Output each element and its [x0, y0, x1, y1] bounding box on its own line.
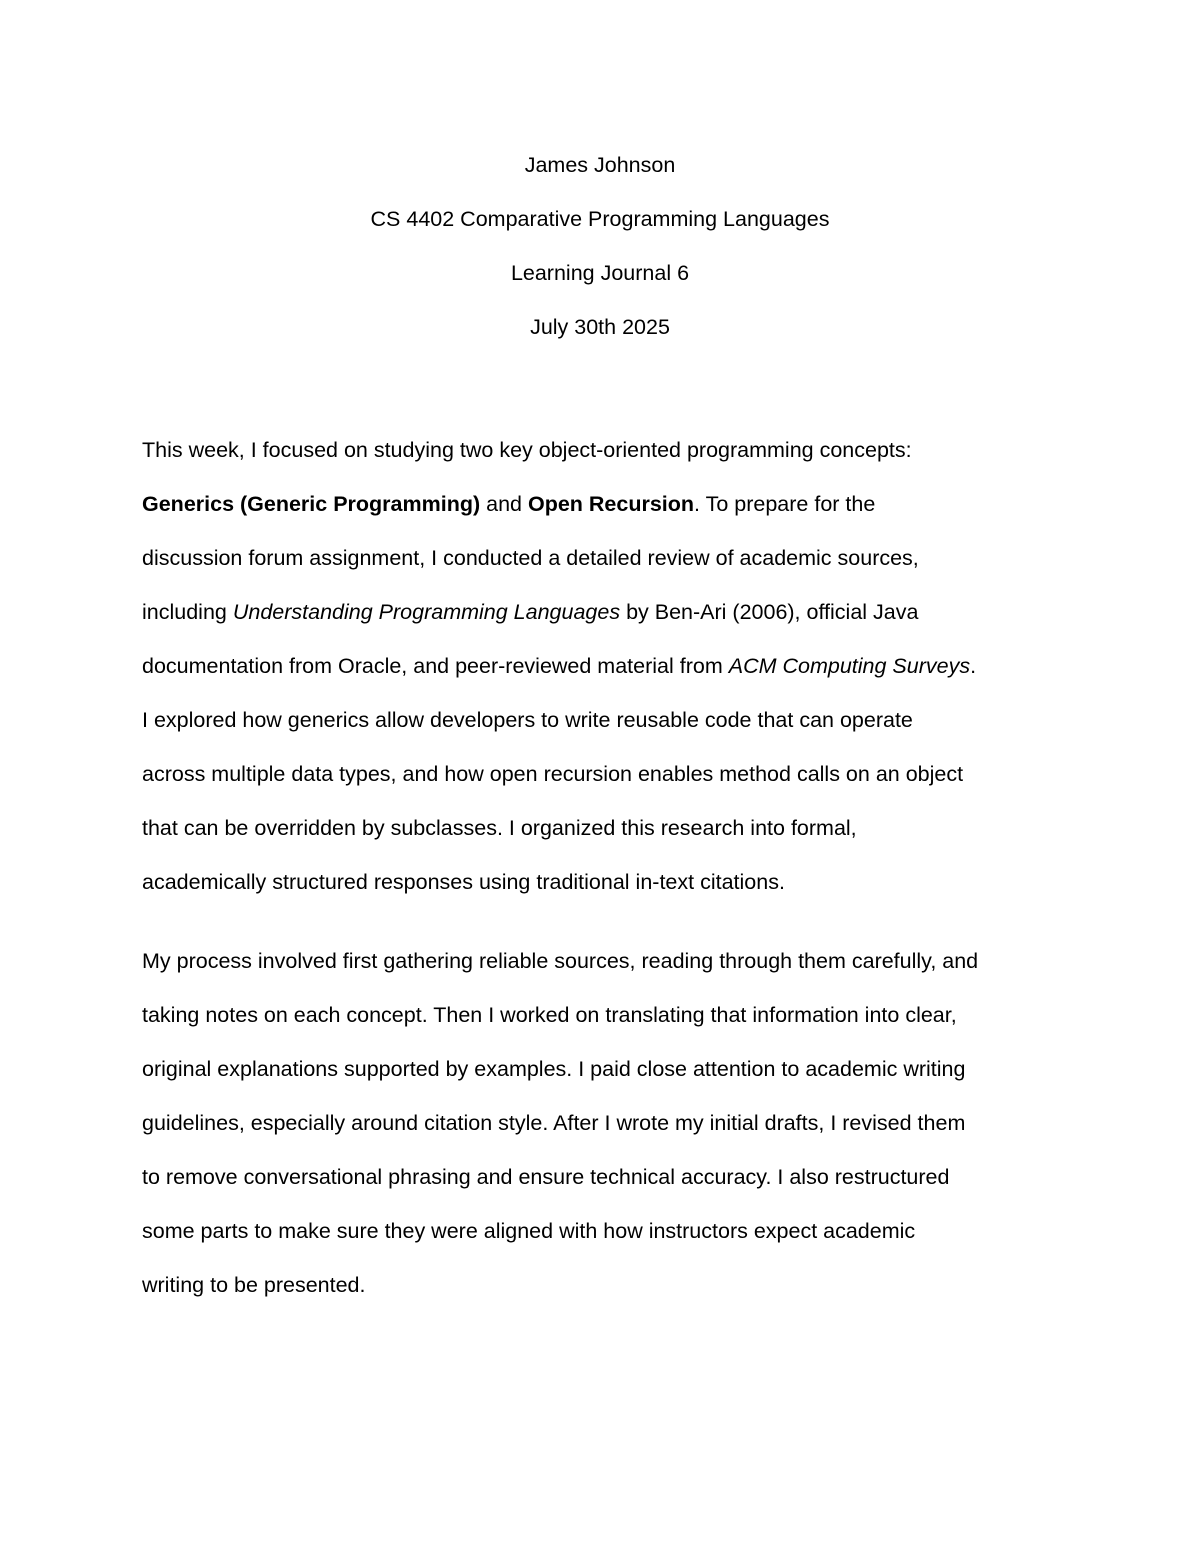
course-title: CS 4402 Comparative Programming Languages	[370, 207, 830, 231]
text-segment: . To prepare for the	[694, 492, 876, 516]
paragraph-line: My process involved first gathering reliable sources, reading through them carefully, and	[142, 949, 979, 973]
text-segment: documentation from Oracle, and peer-reviewed material from	[142, 654, 729, 678]
paragraph-line: some parts to make sure they were aligned with how instructors expect academic	[142, 1219, 916, 1243]
bold-term-open-recursion: Open Recursion	[527, 492, 695, 516]
paragraph-1	[142, 423, 1082, 909]
paragraph-line: This week, I focused on studying two key object-oriented programming concepts:	[142, 438, 912, 462]
document-date: July 30th 2025	[530, 315, 670, 339]
paragraph-line: to remove conversational phrasing and ensure technical accuracy. I also restructured	[142, 1165, 950, 1189]
journal-title: ACM Computing Surveys	[728, 654, 971, 678]
author-name: James Johnson	[524, 153, 676, 177]
bold-term-generics: Generics (Generic Programming)	[142, 492, 481, 516]
paragraph-line: discussion forum assignment, I conducted a detailed review of academic sources,	[142, 546, 919, 570]
text-segment: and	[480, 492, 528, 516]
text-segment: by Ben-Ari (2006), official Java	[620, 600, 919, 624]
paragraph-line	[142, 477, 1082, 531]
paragraph-line: that can be overridden by subclasses. I organized this research into formal,	[142, 816, 857, 840]
paragraph-line: academically structured responses using traditional in-text citations.	[142, 870, 785, 894]
assignment-title: Learning Journal 6	[510, 261, 690, 285]
paragraph-line: guidelines, especially around citation style. After I wrote my initial drafts, I revised them	[142, 1111, 966, 1135]
paragraph-line: original explanations supported by examples. I paid close attention to academic writing	[142, 1057, 966, 1081]
paragraph-line: writing to be presented.	[142, 1273, 366, 1297]
text-segment: .	[970, 654, 977, 678]
book-title: Understanding Programming Languages	[232, 600, 621, 624]
paragraph-line: across multiple data types, and how open recursion enables method calls on an object	[142, 762, 964, 786]
paragraph-line	[142, 639, 1082, 693]
text-segment: including	[142, 600, 233, 624]
document-header	[0, 138, 1200, 354]
paragraph-line	[142, 585, 1082, 639]
paragraph-line: I explored how generics allow developers to write reusable code that can operate	[142, 708, 913, 732]
paragraph-2	[142, 934, 1082, 1312]
paragraph-line: taking notes on each concept. Then I worked on translating that information into clear,	[142, 1003, 957, 1027]
